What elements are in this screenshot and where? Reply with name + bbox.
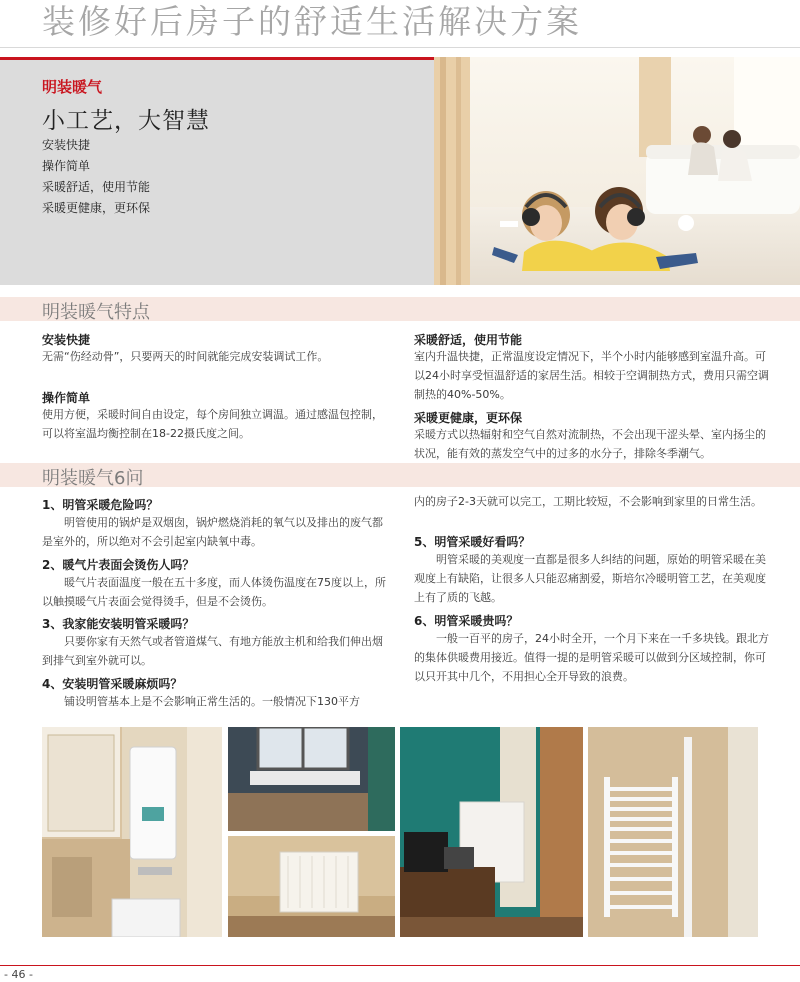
boiler-kitchen-photo [42, 727, 222, 937]
faq-question: 2、暖气片表面会烫伤人吗？ [42, 558, 195, 572]
faq-answer-part: 内的房子2-3天就可以完工，工期比较短，不会影响到家里的日常生活。 [414, 495, 762, 508]
faq-answer [42, 692, 392, 711]
faq-answer: 明管使用的锅炉是双烟囱，锅炉燃烧消耗的氧气以及排出的废气都是室外的，所以绝对不会引起室内缺氧中毒。 [42, 516, 383, 548]
hero-subtitle: 明装暖气 [42, 78, 103, 96]
feature-heading: 采暖更健康，更环保 [414, 411, 523, 425]
feature-text: 无需“伤经动骨”，只要两天的时间就能完成安装调试工作。 [42, 350, 329, 363]
feature-text: 采暖方式以热辐射和空气自然对流制热，不会出现干涩头晕、室内扬尘的状况，能有效的蒸发空气中的过多的水分子，排除冬季潮气。 [414, 428, 766, 460]
hero-points [42, 135, 150, 219]
page-number: - 46 - [4, 968, 33, 981]
features-section-title: 明装暖气特点 [42, 302, 150, 323]
feature-text: 使用方便，采暖时间自由设定，每个房间独立调温。通过感温包控制，可以将室温均衡控制在18-22摄氏度之间。 [42, 408, 383, 440]
living-room-radiator-photo [400, 727, 583, 937]
faq-answer: 暖气片表面温度一般在五十多度，而人体烫伤温度在75度以上，所以触摸暖气片表面会觉得烫手，但是不会烫伤。 [42, 576, 386, 608]
title-divider [0, 47, 800, 48]
faq-answer: 明管采暖的美观度一直都是很多人纠结的问题，原始的明管采暖在美观度上有缺陷，让很多人只能忍痛割爱，斯培尔冷暖明管工艺，在美观度上有了质的飞越。 [414, 553, 766, 604]
faq-answer-part: 铺设明管基本上是不会影响正常生活的。一般情况下130平方 [64, 695, 360, 708]
feature-text: 室内升温快捷，正常温度设定情况下，半个小时内能够感到室温升高。可以24小时享受恒温舒适的家居生活。相较于空调制热方式，费用只需空调制热的40%-50%。 [414, 350, 769, 401]
page-title: 装修好后房子的舒适生活解决方案 [42, 2, 582, 41]
hero-family-photo [434, 57, 800, 285]
faq-answer-continued [414, 492, 770, 511]
faq-answer: 只要你家有天然气或者管道煤气、有地方能放主机和给我们伸出烟到排气到室外就可以。 [42, 635, 383, 667]
faq-answer: 一般一百平的房子，24小时全开，一个月下来在一千多块钱。跟北方的集体供暖费用接近。值得一提的是明管采暖可以做到分区域控制，你可以只开其中几个，不用担心全开导致的浪费。 [414, 632, 769, 683]
towel-radiator-photo [588, 727, 758, 937]
hero-point: 操作简单 [42, 159, 91, 173]
hero-point: 采暖舒适，使用节能 [42, 180, 151, 194]
feature-heading: 安装快捷 [42, 333, 91, 347]
feature-heading: 采暖舒适，使用节能 [414, 333, 523, 347]
hero-point: 采暖更健康，更环保 [42, 201, 151, 215]
faq-question: 3、我家能安装明管采暖吗？ [42, 617, 195, 631]
hero-point: 安装快捷 [42, 138, 91, 152]
wall-radiator-photo [228, 836, 395, 937]
feature-heading: 操作简单 [42, 391, 91, 405]
window-radiator-photo [228, 727, 395, 831]
faq-question: 6、明管采暖贵吗？ [414, 614, 519, 628]
hero-accent-line [0, 57, 434, 60]
footer-divider [0, 965, 800, 966]
faq-question: 5、明管采暖好看吗？ [414, 535, 531, 549]
faq-question: 4、安装明管采暖麻烦吗？ [42, 677, 183, 691]
faq-question: 1、明管采暖危险吗？ [42, 498, 159, 512]
hero-headline: 小工艺，大智慧 [42, 108, 210, 134]
faq-section-title: 明装暖气6问 [42, 468, 144, 489]
